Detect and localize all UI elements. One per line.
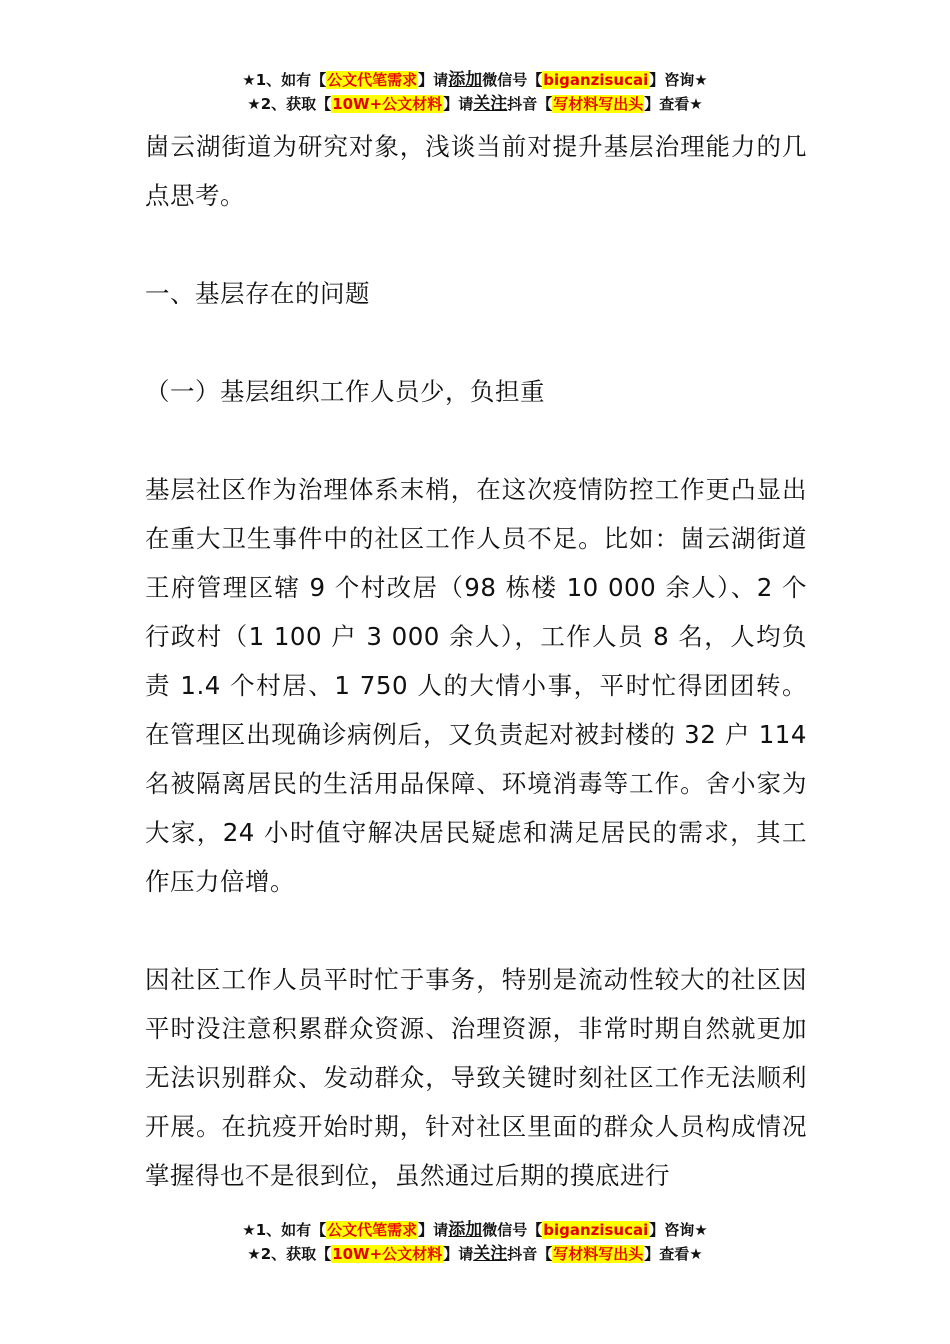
promo-line-2: ★2、获取【10W+公文材料】请关注抖音【写材料写出头】查看★ — [247, 1244, 703, 1264]
underlined-follow: 关注 — [473, 94, 508, 114]
section-heading: 一、基层存在的问题 — [145, 279, 370, 308]
highlight-wechat-id: biganzisucai — [543, 1221, 649, 1239]
highlight-wechat-id: biganzisucai — [543, 71, 649, 89]
paragraph-gap — [145, 318, 807, 367]
body-paragraph-2: 因社区工作人员平时忙于事务，特别是流动性较大的社区因平时没注意积累群众资源、治理资源，非常时期自然就更加无法识别群众、发动群众，导致关键时刻社区工作无法顺利开展。在抗疫开始时期，针对社区里面的群众人员构成情况掌握得也不是很到位，虽然通过后期的摸底进行 — [145, 965, 807, 1190]
paragraph-gap — [145, 220, 807, 269]
body-paragraph-1: 基层社区作为治理体系末梢，在这次疫情防控工作更凸显出在重大卫生事件中的社区工作人员不足。比如：崮云湖街道王府管理区辖 9 个村改居（98 栋楼 10 000 余人）、2 个行政村（1 100 户 3 000 余人），工作人员 8 名，人均负责 1.4 个村居、1 750 人的大情小事，平时忙得团团转。在管理区出现确诊病例后，又负责起对被封楼的 32 户 114 名被隔离居民的生活用品保障、环境消毒等工作。舍小家为大家，24 小时值守解决居民疑虑和满足居民的需求，其工作压力倍增。 — [145, 475, 807, 896]
promo-banner-bottom — [0, 1218, 950, 1266]
promo-line-1: ★1、如有【公文代笔需求】请添加微信号【biganzisucai】咨询★ — [242, 70, 708, 90]
underlined-add: 添加 — [448, 70, 483, 90]
paragraph-gap — [145, 416, 807, 465]
highlight-materials: 10W+公文材料 — [332, 1245, 443, 1263]
highlight-materials: 10W+公文材料 — [332, 95, 443, 113]
underlined-add: 添加 — [448, 1220, 483, 1240]
highlight-service: 公文代笔需求 — [327, 71, 418, 89]
promo-line-2: ★2、获取【10W+公文材料】请关注抖音【写材料写出头】查看★ — [247, 94, 703, 114]
subsection-heading: （一）基层组织工作人员少，负担重 — [145, 377, 545, 406]
paragraph-gap — [145, 906, 807, 955]
highlight-douyin-account: 写材料写出头 — [553, 95, 644, 113]
intro-paragraph: 崮云湖街道为研究对象，浅谈当前对提升基层治理能力的几点思考。 — [145, 132, 807, 210]
promo-banner-top — [0, 68, 950, 116]
highlight-service: 公文代笔需求 — [327, 1221, 418, 1239]
document-body — [145, 122, 807, 1200]
highlight-douyin-account: 写材料写出头 — [553, 1245, 644, 1263]
promo-line-1: ★1、如有【公文代笔需求】请添加微信号【biganzisucai】咨询★ — [242, 1220, 708, 1240]
underlined-follow: 关注 — [473, 1244, 508, 1264]
